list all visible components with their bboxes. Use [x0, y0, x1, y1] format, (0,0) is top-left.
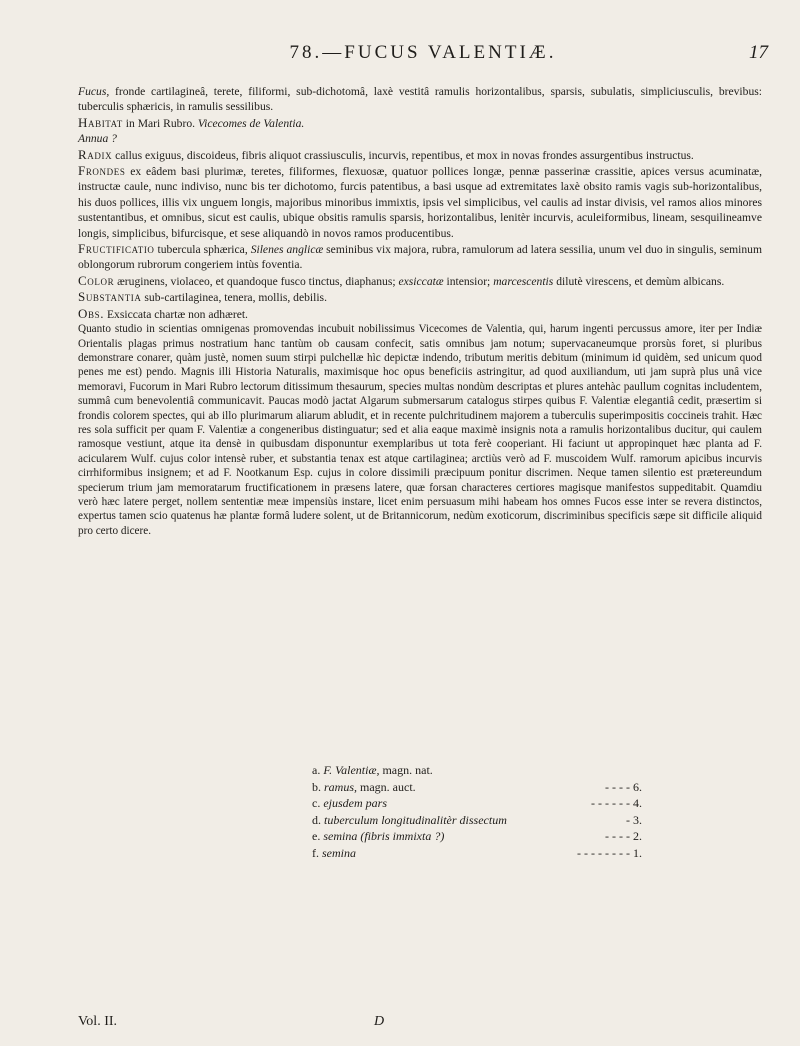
text-body — [78, 84, 762, 538]
explanation-letter: b. — [312, 779, 321, 794]
desc-label: Substantia — [78, 289, 142, 305]
observation-label: Obs. — [78, 305, 105, 321]
diagnosis — [78, 84, 762, 115]
explanation-label: ramus, — [324, 779, 358, 794]
annua: Annua ? — [78, 132, 117, 146]
desc-color — [78, 273, 762, 289]
desc-italic: Silenes anglicæ — [250, 243, 324, 257]
explanation-value: 1. — [633, 845, 642, 860]
page-header — [78, 42, 768, 64]
page-number: 17 — [749, 42, 768, 63]
habitat-label: Habitat — [78, 114, 123, 130]
desc-substantia — [78, 289, 762, 305]
desc-text: callus exiguus, discoideus, fibris aliquot crassiusculis, incurvis, repentibus, et mox in novas frondes assurgentibus instructus. — [115, 148, 694, 162]
explanation-value: 6. — [633, 779, 642, 794]
explanation-label: ejusdem pars — [323, 796, 387, 810]
plate-explanation — [312, 762, 642, 861]
volume-label: Vol. II. — [78, 1014, 118, 1029]
desc-text: intensior; — [446, 274, 491, 288]
explanation-row — [312, 845, 642, 862]
explanation-dashes: - - - - — [605, 779, 630, 794]
explanation-dashes: - - - - - - — [591, 796, 630, 810]
desc-text: dilutè virescens, et demùm albicans. — [556, 274, 725, 288]
habitat-collector: Vicecomes de Valentia. — [197, 116, 305, 130]
explanation-letter: f. — [312, 845, 319, 860]
explanation-tail: magn. nat. — [382, 763, 433, 777]
explanation-dashes: - - - - — [605, 829, 630, 843]
diagnosis-text: fronde cartilagineâ, terete, filiformi, sub-dichotomâ, laxè vestitâ ramulis horizontalibus, sparsis, subulatis, simpliciusculis, brevibus: tuberculis sphæricis, in ramulis sessilibus. — [78, 85, 762, 114]
explanation-row — [312, 779, 642, 796]
habitat — [78, 115, 762, 131]
desc-fructificatio — [78, 241, 762, 273]
explanation-row — [312, 812, 642, 829]
diagnosis-genus: Fucus, — [78, 85, 110, 98]
explanation-row — [312, 795, 642, 812]
desc-label: Fructificatio — [78, 241, 155, 257]
observation-text: Exsiccata chartæ non adhæret. — [106, 307, 248, 321]
page-title: 78.—FUCUS VALENTIÆ. — [289, 42, 557, 63]
discussion-paragraph: Quanto studio in scientias omnigenas promovendas incubuit nobilissimus Vicecomes de Valentia, qui, harum ingenti percussus amore, iter per Indiæ Orientalis plagas primus nostratium hanc tantùm ob causam confecit, satis omnibus jam notum; supervacaneumque prorsùs foret, si pluribus demonstrare conarer, quàm justè, nomen suum stirpi pulchellæ hìc depictæ indendo, tributum meritis debitum (minimum id quidèm, sed unicum quod penes me est) pendo. Magnis illi Historia Naturalis, maximisque hoc opus beneficiis astringitur, ad quod auxiliandum, uti jam suprà plus unâ vice memoravi, Fucorum in Mari Rubro lectorum ditissimum thesaurum, species multas nondùm descriptas et plures antehàc paullum cognitas includentem, summâ cum benevolentiâ communicavit. Paucas modò jactat Algarum submersarum catalogus stirpes quibus F. Valentiæ elegantiâ cedit, præsertim si frondis colorem spectes, qui ab illo plurimarum aliarum abludit, et in recente pulchritudinem majorem a tuberculis superimpositis coccineis trahit. Hæc res sola sufficit per quam F. Valentiæ a congeneribus distinguatur; sed et alia eaque maximè insignis nota a ramulis horizontalibus ducitur, qui caulem ramosque vestiunt, atque ita densè in quibusdam disponuntur exemplaribus ut tota ferè cooperiant. Hi faciunt ut appropinquet hæc planta ad F. acicularem Wulf. cujus color intensè ruber, et substantia tenax est atque cartilaginea; arctiùs verò ad F. muscoidem Wulf. ramorum apicibus incurvis cirrhiformibus insignem; et ad F. Nootkanum Esp. cujus in colore dissimili præcipuum ponitur discrimen. Neque tamen silentio est prætereundum specierum trium jam memoratarum fructificationem in præsens latere, quæ forsan characteres certiores magisque manifestos suppeditabit. Quamdiu verò hæc latere perget, nollem sententiæ meæ impensiùs instare, licet enim persuasum mihi habeam hos omnes Fucos esse inter se revera distinctos, expertus tamen scio quatenus hæ plantæ formâ ludere solent, ut de Britannicorum, nedùm exoticorum, discriminibus specificis sæpe sit difficile aliquid pro certo dicere. — [78, 323, 762, 537]
desc-label: Color — [78, 272, 115, 288]
desc-text: æruginens, violaceo, et quandoque fusco tinctus, diaphanus; — [117, 274, 396, 288]
signature-mark: D — [374, 1014, 385, 1029]
explanation-dashes: - — [626, 812, 630, 827]
explanation-label: tuberculum longitudinalitèr dissectum — [324, 812, 507, 827]
explanation-value: 3. — [633, 812, 642, 827]
desc-label: Frondes — [78, 163, 126, 179]
desc-text: sub-cartilaginea, tenera, mollis, debilis. — [144, 291, 327, 305]
explanation-label: semina (fibris immixta ?) — [323, 829, 445, 843]
desc-frondes — [78, 163, 762, 241]
explanation-row — [312, 762, 642, 779]
observation — [78, 306, 762, 322]
desc-text: tubercula sphærica, — [157, 243, 248, 257]
explanation-value: 2. — [633, 829, 642, 843]
explanation-label: semina — [322, 845, 356, 860]
explanation-tail: magn. auct. — [360, 779, 416, 794]
explanation-value: 4. — [633, 796, 642, 810]
explanation-letter: e. — [312, 829, 321, 843]
explanation-letter: a. — [312, 763, 321, 777]
desc-italic: marcescentis — [493, 274, 554, 288]
habitat-text: in Mari Rubro. — [125, 116, 196, 130]
explanation-label: F. Valentiæ, — [323, 763, 380, 777]
explanation-dashes: - - - - - - - - — [577, 845, 630, 860]
desc-label: Radix — [78, 146, 113, 162]
desc-radix — [78, 147, 762, 163]
explanation-row — [312, 828, 642, 845]
explanation-letter: d. — [312, 812, 321, 827]
desc-italic: exsiccatæ — [398, 274, 444, 288]
desc-text: ex eâdem basi plurimæ, teretes, filiformes, flexuosæ, quatuor pollices longæ, pennæ passerinæ crassitie, apices versus acuminatæ, instructæ caule, nunc indiviso, nunc bis ter dichotomo, furcis patentibus, a basi usque ad extremitates laxè obsito ramis vagis sub-horizontalibus, his duos pollices, illis vix unguem longis, majoribus minoribus immixtis, ipsis vel simplicibus, vel caulis ad instar divisis, vel ramos alios minores sustentantibus, et omnibus, sicut est caulis, ubique obsitis ramulis sparsis, horizontalibus, lenitèr incurvis, aculeiformibus, lineam, sesquilineamve longis, simplicibus, bifurcisque, et sese aliquandò in novos ramos producentibus. — [78, 165, 763, 240]
desc-text: seminibus vix majora, rubra, ramulorum ad latera sessilia, unum vel duo in singulis, seminum oblongorum rubrorum congeriem intùs foventia. — [78, 243, 762, 272]
explanation-letter: c. — [312, 796, 321, 810]
